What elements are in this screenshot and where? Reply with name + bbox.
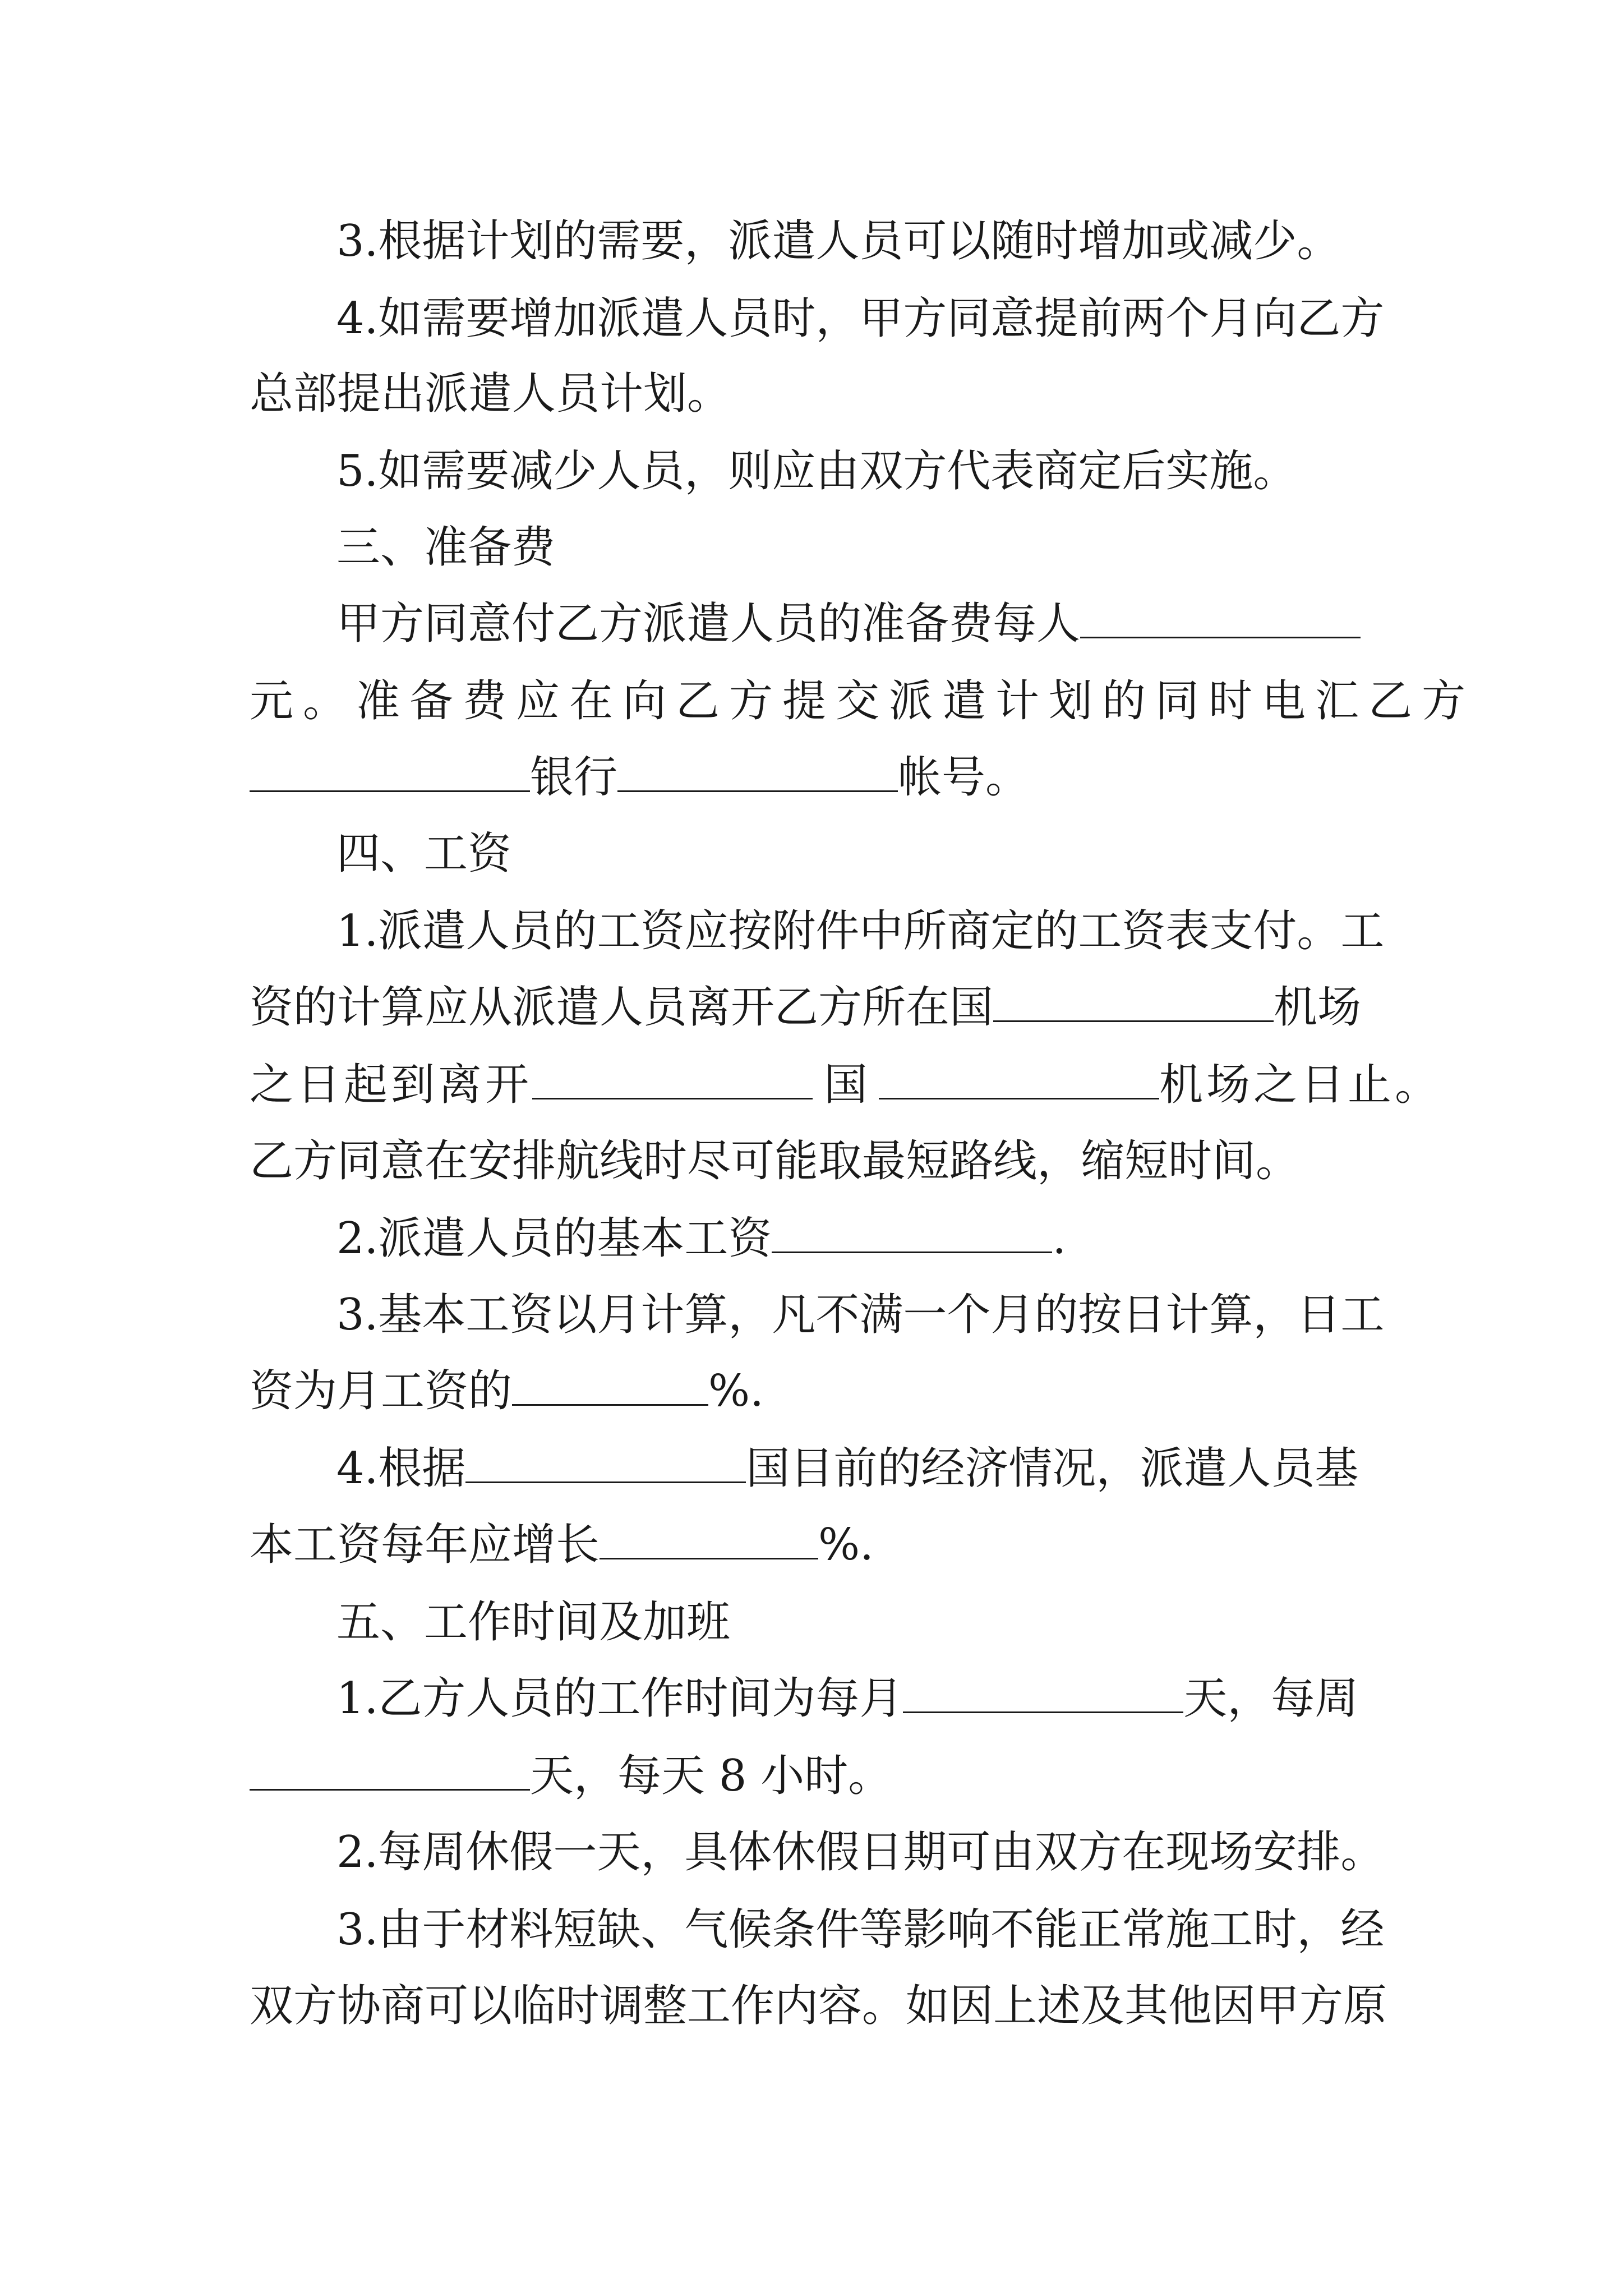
blank-account-no[interactable] bbox=[617, 750, 898, 792]
blank-country-economy[interactable] bbox=[465, 1441, 746, 1483]
section-5-heading bbox=[336, 1594, 730, 1650]
text: 1.派遣人员的工资应按附件中所商定的工资表支付。工 bbox=[336, 906, 1385, 956]
wage-clause-4-line-1 bbox=[336, 1441, 1358, 1497]
wage-clause-1-line-1 bbox=[336, 903, 1384, 959]
wage-clause-2 bbox=[336, 1211, 1066, 1267]
hours-clause-1-line-1 bbox=[336, 1671, 1358, 1727]
wage-clause-1-line-3 bbox=[250, 1057, 1442, 1113]
text: 3.根据计划的需要，派遣人员可以随时增加或减少。 bbox=[336, 216, 1341, 266]
text: 银行 bbox=[530, 752, 618, 803]
text: 1.乙方人员的工作时间为每月 bbox=[336, 1673, 903, 1724]
text: 天，每天 8 小时。 bbox=[530, 1751, 892, 1801]
wage-clause-1-line-2 bbox=[250, 979, 1361, 1036]
text: 资的计算应从派遣人员离开乙方所在国 bbox=[250, 982, 994, 1033]
section-4-heading bbox=[336, 826, 511, 882]
text: 3.基本工资以月计算，凡不满一个月的按日计算，日工 bbox=[336, 1290, 1385, 1340]
blank-base-wage[interactable] bbox=[772, 1211, 1052, 1253]
text: 国 bbox=[824, 1060, 868, 1110]
blank-days-per-month[interactable] bbox=[903, 1671, 1183, 1713]
text: %. bbox=[708, 1366, 764, 1416]
blank-bank-name[interactable] bbox=[250, 750, 530, 792]
text: 四、工资 bbox=[336, 829, 512, 879]
text: 天，每周 bbox=[1183, 1673, 1359, 1724]
text: 甲方同意付乙方派遣人员的准备费每人 bbox=[336, 599, 1081, 649]
text: 帐号。 bbox=[898, 752, 1030, 803]
blank-departure-airport[interactable] bbox=[879, 1057, 1159, 1099]
text: %. bbox=[818, 1520, 874, 1570]
text: 五、工作时间及加班 bbox=[336, 1597, 731, 1648]
text: 机场之日止。 bbox=[1159, 1060, 1442, 1110]
hours-clause-3-line-1 bbox=[336, 1902, 1384, 1958]
wage-clause-3-line-2 bbox=[250, 1363, 764, 1419]
prep-fee-line-1 bbox=[336, 596, 1361, 652]
text: 本工资每年应增长 bbox=[250, 1520, 600, 1570]
clause-4-line-2 bbox=[250, 366, 731, 422]
prep-fee-line-2 bbox=[250, 673, 1476, 729]
text: 乙方同意在安排航线时尽可能取最短路线，缩短时间。 bbox=[250, 1136, 1300, 1186]
text: 资为月工资的 bbox=[250, 1366, 513, 1416]
text: 总部提出派遣人员计划。 bbox=[250, 369, 731, 419]
hours-clause-2 bbox=[336, 1824, 1384, 1880]
blank-departure-country[interactable] bbox=[532, 1057, 813, 1099]
clause-5-staff-reduce bbox=[336, 443, 1297, 499]
text: 4.根据 bbox=[336, 1443, 466, 1494]
text: 之日起到离开 bbox=[250, 1060, 533, 1110]
text: 元。准备费应在向乙方提交派遣计划的同时电汇乙方 bbox=[250, 676, 1476, 726]
wage-clause-3-line-1 bbox=[336, 1287, 1384, 1343]
hours-clause-3-line-2 bbox=[250, 1978, 1387, 2034]
hours-clause-1-line-2 bbox=[250, 1748, 892, 1804]
text: 4.如需要增加派遣人员时，甲方同意提前两个月向乙方 bbox=[336, 293, 1385, 344]
text: 5.如需要减少人员，则应由双方代表商定后实施。 bbox=[336, 446, 1297, 496]
wage-clause-4-line-2 bbox=[250, 1517, 874, 1573]
section-3-heading bbox=[336, 519, 555, 576]
clause-4-line-1 bbox=[336, 291, 1384, 347]
text: . bbox=[1052, 1213, 1067, 1264]
blank-daily-wage-percent[interactable] bbox=[512, 1364, 708, 1406]
text: 2.派遣人员的基本工资 bbox=[336, 1213, 772, 1264]
wage-clause-1-line-4 bbox=[250, 1133, 1299, 1189]
text: 机场 bbox=[1274, 982, 1362, 1033]
clause-3-staff-adjust bbox=[336, 213, 1340, 269]
blank-origin-country[interactable] bbox=[993, 980, 1274, 1022]
text: 2.每周休假一天，具体休假日期可由双方在现场安排。 bbox=[336, 1827, 1385, 1878]
text: 双方协商可以临时调整工作内容。如因上述及其他因甲方原 bbox=[250, 1981, 1387, 2031]
prep-fee-line-3 bbox=[250, 749, 1029, 806]
text: 三、准备费 bbox=[336, 522, 556, 573]
text: 3.由于材料短缺、气候条件等影响不能正常施工时，经 bbox=[336, 1904, 1385, 1955]
text: 国目前的经济情况，派遣人员基 bbox=[746, 1443, 1359, 1494]
blank-fee-amount[interactable] bbox=[1080, 596, 1361, 638]
blank-days-per-week[interactable] bbox=[250, 1749, 530, 1791]
blank-annual-increase-percent[interactable] bbox=[600, 1517, 818, 1559]
